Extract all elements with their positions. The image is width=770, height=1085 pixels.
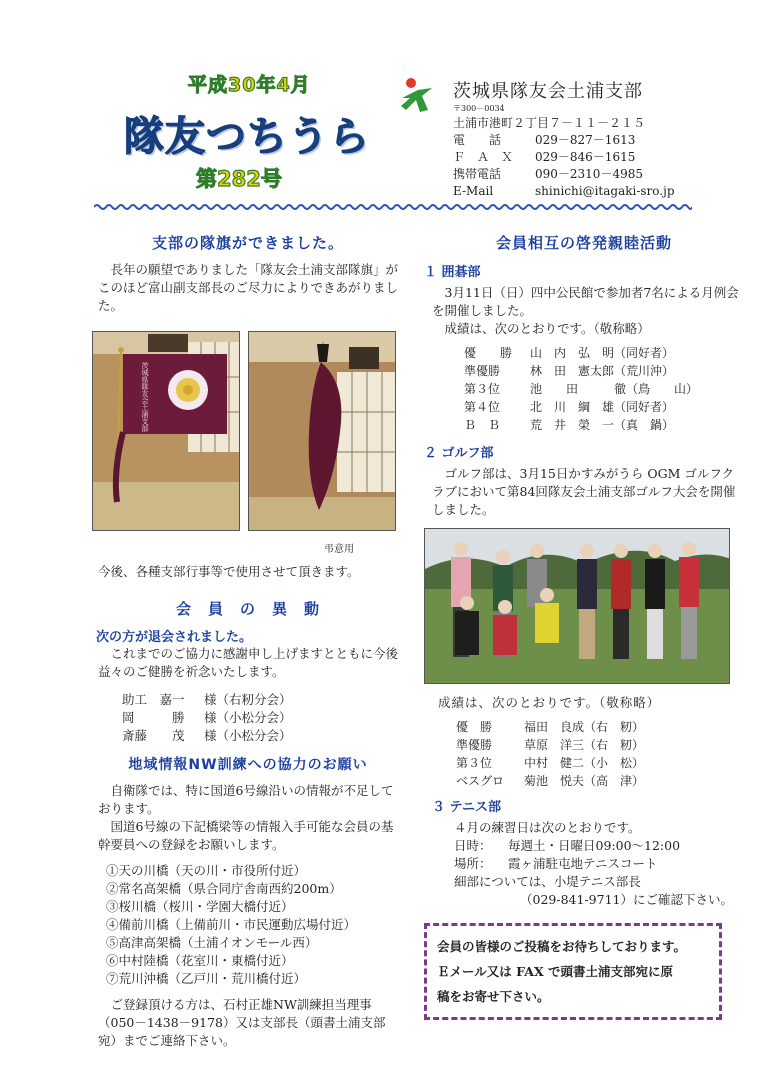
golf-player: 福田 良成（右 籾） — [524, 720, 645, 734]
notice-line-1: 会員の皆様のご投稿をお待ちしております。 — [437, 939, 687, 954]
members-list — [122, 691, 404, 745]
tennis-date: 毎週土・日曜日09:00～12:00 — [508, 838, 681, 853]
tennis-date-label: 日時： — [454, 838, 492, 853]
nw-paragraph-2: 国道6号線の下記橋梁等の情報入手可能な会員の基幹要員への登録をお願いします。 — [98, 819, 394, 852]
golf-player: 草原 洋三（右 籾） — [524, 738, 645, 752]
golf-group-photo-image — [425, 529, 730, 684]
golf-club-text: ゴルフ部は、3月15日かすみがうら OGM ゴルフクラブにおいて第84回隊友会土浦支部ゴルフ大会を開催しました。 — [432, 466, 736, 517]
member-name: 岡 勝 — [122, 710, 185, 725]
golf-result-row — [456, 754, 744, 772]
bridge-item: ③桜川橋（桜川・学園大橋付近） — [106, 899, 294, 914]
bridge-item: ②常名高架橋（県合同庁舎南西約200m） — [106, 881, 342, 896]
go-results — [464, 344, 744, 434]
org-address: 土浦市港町２丁目７－１１－２１５ — [453, 116, 646, 130]
tennis-text: ４月の練習日は次のとおりです。 — [454, 820, 641, 835]
left-column — [92, 232, 404, 1050]
issue-date: 平成30年4月 — [188, 74, 311, 96]
notice-line-2: Ｅメール又は FAX で頭書土浦支部宛に原 — [437, 964, 673, 979]
golf-result-row — [456, 718, 744, 736]
golf-rank: 準優勝 — [456, 738, 493, 752]
org-name: 茨城県隊友会土浦支部 — [453, 81, 643, 102]
member-row — [122, 691, 404, 709]
right-column — [424, 232, 744, 1020]
go-rank: 優 勝 — [464, 346, 513, 360]
golf-group-photo — [424, 528, 730, 684]
golf-results-intro: 成績は、次のとおりです。（敬称略） — [438, 695, 661, 710]
members-heading: 会 員 の 異 動 — [175, 600, 320, 618]
member-row — [122, 709, 404, 727]
org-logo-icon — [398, 76, 438, 116]
mobile-label: 携帯電話 — [453, 167, 502, 181]
go-rank: 第４位 — [464, 400, 501, 414]
tennis-detail: 細部については、小堤テニス部長 — [454, 874, 641, 889]
bridge-item: ⑥中村陸橋（花室川・東橋付近） — [106, 953, 294, 968]
go-club-text: 3月11日（日）四中公民館で参加者7名による月例会を開催しました。 — [432, 285, 739, 318]
member-note: 様（右籾分会） — [204, 692, 292, 707]
newsletter-title: 隊友つちうら — [124, 114, 370, 160]
org-contact-block — [453, 103, 675, 200]
go-rank: 第３位 — [464, 382, 501, 396]
go-club-results-intro: 成績は、次のとおりです。（敬称略） — [444, 321, 650, 336]
flag-photos — [92, 331, 404, 536]
go-rank: 準優勝 — [464, 364, 501, 378]
tennis-place-row — [454, 855, 744, 873]
golf-player: 菊池 悦夫（高 津） — [524, 774, 645, 788]
flag-photo-main-image — [93, 332, 240, 531]
golf-results — [456, 718, 744, 790]
go-player: 北 川 綱 雄（同好者） — [530, 400, 675, 414]
nw-heading: 地域情報NW訓練への協力のお願い — [128, 757, 368, 773]
go-player: 山 内 弘 明（同好者） — [530, 346, 675, 360]
flag-banner-text: 茨城県隊友会土浦支部 — [141, 362, 149, 432]
golf-result-row — [456, 736, 744, 754]
tennis-phone: （029-841-9711）にご確認下さい。 — [520, 892, 733, 907]
go-result-row — [464, 398, 744, 416]
fax-label: Ｆ Ａ Ｘ — [453, 150, 514, 164]
email-address[interactable]: shinichi@itagaki-sro.jp — [535, 184, 675, 198]
go-result-row — [464, 362, 744, 380]
members-subheading: 次の方が退会されました。 — [96, 630, 253, 645]
golf-club-title: ２ ゴルフ部 — [424, 446, 494, 461]
go-player: 林 田 憲太郎（荒川沖） — [530, 364, 675, 378]
activities-heading: 会員相互の啓発親睦活動 — [495, 234, 672, 252]
golf-result-row — [456, 772, 744, 790]
member-note: 様（小松分会） — [204, 710, 292, 725]
go-player: 池 田 徹（鳥 山） — [530, 382, 699, 396]
go-result-row — [464, 380, 744, 398]
notice-line-3: 稿をお寄せ下さい。 — [437, 989, 550, 1004]
tennis-place: 霞ヶ浦駐屯地テニスコート — [508, 856, 658, 871]
golf-rank: ベスグロ — [456, 774, 505, 788]
flag-intro: 長年の願望でありました「隊友会土浦支部隊旗」がこのほど富山副支部長のご尽力によりできあがりました。 — [98, 262, 399, 313]
member-row — [122, 727, 404, 745]
tennis-date-row — [454, 837, 744, 855]
flag-photo-main — [92, 331, 240, 531]
tel-label: 電 話 — [453, 133, 502, 147]
members-text: これまでのご協力に感謝申し上げますとともに今後益々のご健勝を祈念いたします。 — [98, 646, 399, 679]
bridge-item: ④備前川橋（上備前川・市民運動広場付近） — [106, 917, 357, 932]
golf-rank: 優 勝 — [456, 720, 493, 734]
flag-closing: 今後、各種支部行事等で使用させて頂きます。 — [98, 564, 360, 579]
org-zip: 〒300－0034 — [453, 104, 505, 113]
bridge-item: ⑤高津高架橋（土浦イオンモール西） — [106, 935, 318, 950]
email-label: E-Mail — [453, 184, 494, 198]
submission-notice — [424, 923, 722, 1020]
tennis-place-label: 場所： — [454, 856, 492, 871]
member-name: 助工 嘉一 — [122, 692, 185, 707]
golf-player: 中村 健二（小 松） — [524, 756, 645, 770]
tel-number: 029－827－1613 — [535, 133, 636, 147]
go-player: 荒 井 榮 一（真 鍋） — [530, 418, 675, 432]
go-result-row — [464, 344, 744, 362]
bridge-list — [106, 862, 404, 988]
flag-heading: 支部の隊旗ができました。 — [151, 234, 344, 252]
member-note: 様（小松分会） — [204, 728, 292, 743]
flag-photo-mourning — [248, 331, 396, 531]
go-result-row — [464, 416, 744, 434]
member-name: 斎藤 茂 — [122, 728, 185, 743]
issue-number: 第282号 — [196, 167, 282, 191]
mourning-caption: 弔意用 — [324, 544, 354, 555]
flag-photo-mourning-image — [249, 332, 396, 531]
golf-rank: 第３位 — [456, 756, 493, 770]
nw-paragraph-3: ご登録頂ける方は、石村正雄NW訓練担当理事（050－1438－9178）又は支部長（頭書土浦支部宛）までご連絡下さい。 — [98, 997, 386, 1048]
nw-paragraph-1: 自衛隊では、特に国道6号線沿いの情報が不足しております。 — [98, 783, 394, 816]
tennis-info — [454, 819, 744, 909]
mobile-number: 090－2310－4985 — [535, 167, 643, 181]
bridge-item: ①天の川橋（天の川・市役所付近） — [106, 863, 307, 878]
wavy-divider — [94, 203, 692, 211]
bridge-item: ⑦荒川沖橋（乙戸川・荒川橋付近） — [106, 971, 307, 986]
go-club-title: １ 囲碁部 — [424, 265, 481, 280]
fax-number: 029－846－1615 — [535, 150, 636, 164]
go-rank: Ｂ Ｂ — [464, 418, 501, 432]
tennis-club-title: ３ テニス部 — [432, 800, 502, 815]
